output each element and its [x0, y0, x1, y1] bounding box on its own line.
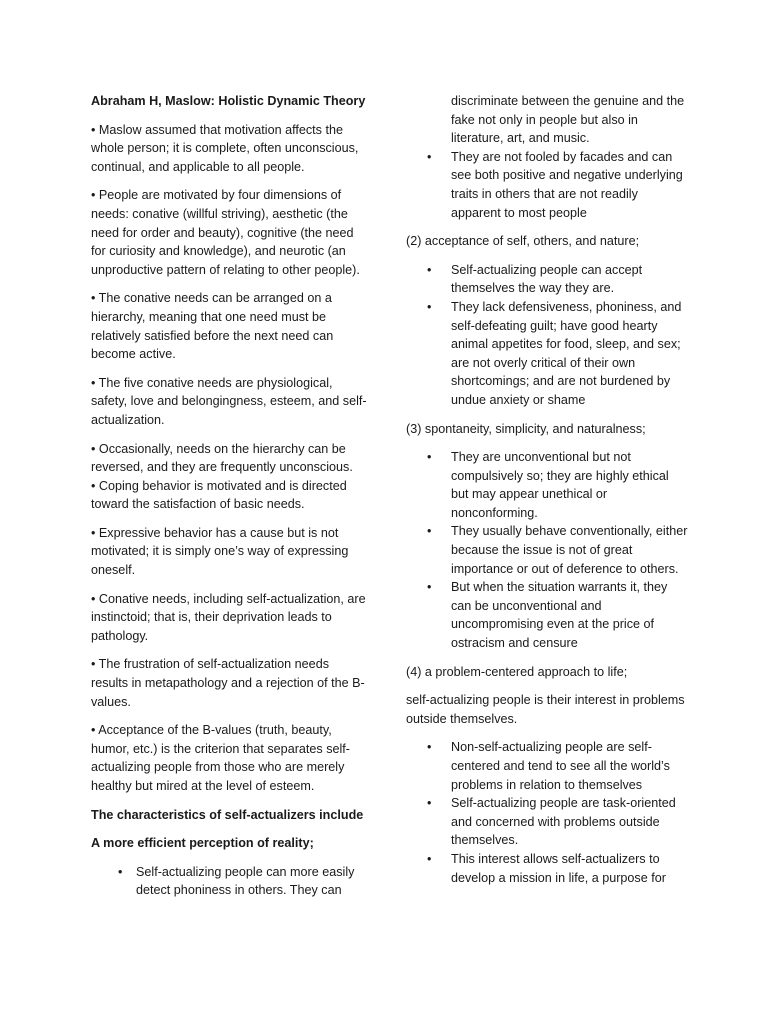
paragraph-b-values: • Acceptance of the B-values (truth, beauty, humor, etc.) is the criterion that separates self-actualizing people from those who are merely healthy but mired at the level of esteem.	[91, 723, 350, 793]
section-3-list	[406, 448, 688, 653]
list-item: discriminate between the genuine and the fake not only in people but also in literature, art, and music.	[451, 94, 685, 146]
paragraph-four-dimensions: • People are motivated by four dimensions of needs: conative (willful striving), aesthetic (the need for order and beauty), cognitive (the need for curiosity and knowledge), and neurotic (an unproductive pattern of relating to other people).	[91, 188, 360, 277]
list-item: • They are not fooled by facades and can see both positive and negative underlying traits in others that are not readily apparent to most people	[406, 148, 688, 222]
heading-perception: A more efficient perception of reality;	[91, 836, 314, 851]
section-3-heading: (3) spontaneity, simplicity, and naturalness;	[406, 421, 646, 436]
list-item: • This interest allows self-actualizers to develop a mission in life, a purpose for	[406, 850, 688, 887]
paragraph-motivation: • Maslow assumed that motivation affects the whole person; it is complete, often unconscious, continual, and applicable to all people.	[91, 122, 359, 174]
list-item: • Self-actualizing people can more easily detect phoniness in others. They can	[91, 863, 369, 900]
section-4-heading: (4) a problem-centered approach to life;	[406, 664, 628, 679]
perception-list-continued	[406, 92, 688, 222]
section-2-heading: (2) acceptance of self, others, and nature;	[406, 234, 640, 249]
section-2-list	[406, 261, 688, 410]
paragraph-metapathology: • The frustration of self-actualization needs results in metapathology and a rejection of the B-values.	[91, 657, 365, 709]
left-column	[91, 92, 369, 910]
list-item: • Self-actualizing people can accept themselves the way they are.	[406, 261, 688, 298]
right-column	[406, 92, 688, 897]
paragraph-hierarchy: • The conative needs can be arranged on a hierarchy, meaning that one need must be relatively satisfied before the next need can become active.	[91, 291, 334, 362]
list-item: • Non-self-actualizing people are self-centered and tend to see all the world’s problems in relation to themselves	[406, 738, 688, 794]
document-title: Abraham H, Maslow: Holistic Dynamic Theory	[91, 94, 366, 108]
perception-list	[91, 863, 369, 900]
list-item: • But when the situation warrants it, they can be unconventional and uncompromising even at the price of ostracism and censure	[406, 578, 688, 652]
section-4-list	[406, 738, 688, 887]
list-item: • They lack defensiveness, phoniness, and self-defeating guilt; have good hearty animal appetites for food, sleep, and sex; are not overly critical of their own shortcomings; and are not burdened by undue anxiety or shame	[406, 298, 688, 410]
paragraph-five-needs: • The five conative needs are physiological, safety, love and belongingness, esteem, and self-actualization.	[91, 375, 367, 427]
paragraph-expressive: • Expressive behavior has a cause but is not motivated; it is simply one’s way of expressing oneself.	[91, 525, 349, 578]
list-item: • They usually behave conventionally, either because the issue is not of great importance or out of deference to others.	[406, 522, 688, 578]
list-item: • They are unconventional but not compulsively so; they are highly ethical but may appear unethical or nonconforming.	[406, 448, 688, 522]
heading-characteristics: The characteristics of self-actualizers include	[91, 807, 364, 822]
list-item: • Self-actualizing people are task-oriented and concerned with problems outside themselves.	[406, 794, 688, 850]
paragraph-coping: • Coping behavior is motivated and is directed toward the satisfaction of basic needs.	[91, 478, 347, 512]
section-4-text: self-actualizing people is their interest in problems outside themselves.	[406, 693, 685, 726]
paragraph-instinctoid: • Conative needs, including self-actualization, are instinctoid; that is, their deprivation leads to pathology.	[91, 591, 366, 643]
paragraph-reversed: • Occasionally, needs on the hierarchy can be reversed, and they are frequently unconscious.	[91, 441, 353, 475]
